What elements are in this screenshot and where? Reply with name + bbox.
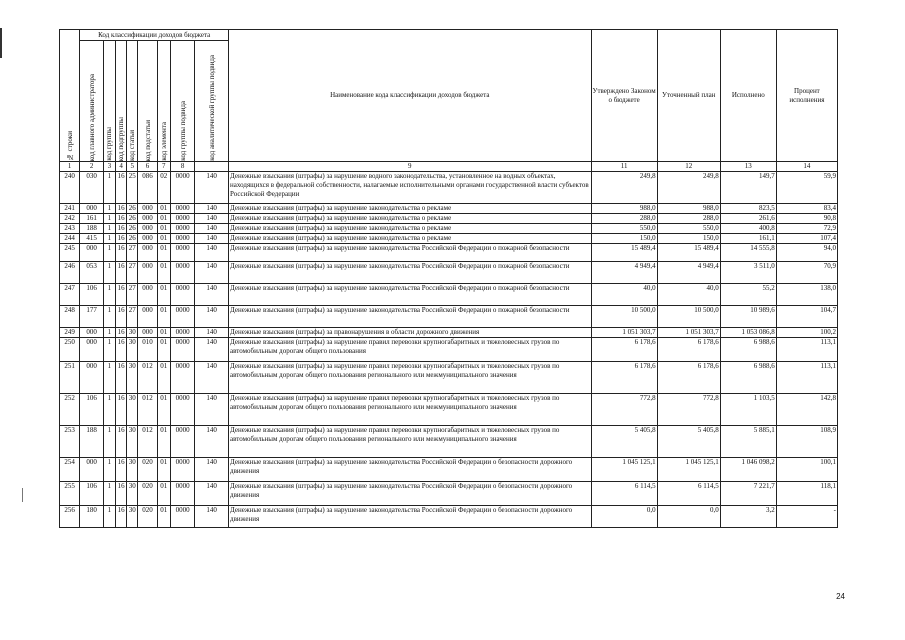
cell-subtype-code: 0000 bbox=[170, 426, 194, 458]
cell-approved: 288,0 bbox=[591, 214, 657, 224]
cell-subarticle-code: 086 bbox=[138, 172, 157, 204]
cell-article-code: 27 bbox=[127, 284, 138, 306]
cell-executed: 3 511,0 bbox=[720, 262, 776, 284]
table-row bbox=[60, 458, 838, 482]
row-number: 248 bbox=[60, 306, 80, 328]
cell-analytic-code: 140 bbox=[195, 262, 229, 284]
cell-group-code: 1 bbox=[103, 306, 115, 328]
cell-subgroup-code: 16 bbox=[115, 362, 126, 394]
cell-percent: 70,9 bbox=[776, 262, 837, 284]
cell-approved: 0,0 bbox=[591, 506, 657, 528]
cell-admin-code: 106 bbox=[80, 284, 103, 306]
cell-analytic-code: 140 bbox=[195, 244, 229, 262]
cell-subtype-code: 0000 bbox=[170, 234, 194, 244]
margin-mark bbox=[0, 28, 2, 58]
cell-percent: - bbox=[776, 506, 837, 528]
cell-group-code: 1 bbox=[103, 458, 115, 482]
cell-element-code: 01 bbox=[157, 234, 170, 244]
row-number: 240 bbox=[60, 172, 80, 204]
cell-subgroup-code: 16 bbox=[115, 458, 126, 482]
cell-admin-code: 000 bbox=[80, 362, 103, 394]
cell-percent: 118,1 bbox=[776, 482, 837, 506]
cell-name: Денежные взыскания (штрафы) за нарушение законодательства Российской Федерации о пожарной безопасности bbox=[229, 244, 591, 262]
cell-subtype-code: 0000 bbox=[170, 394, 194, 426]
row-number: 244 bbox=[60, 234, 80, 244]
cell-subarticle-code: 000 bbox=[138, 204, 157, 214]
cell-admin-code: 000 bbox=[80, 338, 103, 362]
cell-analytic-code: 140 bbox=[195, 224, 229, 234]
cell-subgroup-code: 16 bbox=[115, 224, 126, 234]
cell-admin-code: 180 bbox=[80, 506, 103, 528]
cell-name: Денежные взыскания (штрафы) за нарушение законодательства о рекламе bbox=[229, 214, 591, 224]
header-name: Наименование кода классификации доходов бюджета bbox=[229, 30, 591, 162]
column-number: 11 bbox=[591, 162, 657, 172]
cell-percent: 107,4 bbox=[776, 234, 837, 244]
cell-element-code: 01 bbox=[157, 328, 170, 338]
cell-admin-code: 188 bbox=[80, 426, 103, 458]
cell-element-code: 02 bbox=[157, 172, 170, 204]
page-number: 24 bbox=[836, 592, 845, 601]
header-classification-group: Код классификации доходов бюджета bbox=[80, 30, 229, 41]
cell-subgroup-code: 16 bbox=[115, 482, 126, 506]
column-number: 9 bbox=[229, 162, 591, 172]
cell-analytic-code: 140 bbox=[195, 172, 229, 204]
cell-group-code: 1 bbox=[103, 426, 115, 458]
header-row-no: № строки bbox=[60, 30, 80, 162]
cell-subgroup-code: 16 bbox=[115, 506, 126, 528]
header-article: код статьи bbox=[127, 41, 138, 162]
cell-subarticle-code: 020 bbox=[138, 458, 157, 482]
cell-name: Денежные взыскания (штрафы) за нарушение законодательства Российской Федерации о пожарной безопасности bbox=[229, 262, 591, 284]
cell-percent: 138,0 bbox=[776, 284, 837, 306]
cell-name: Денежные взыскания (штрафы) за нарушение законодательства Российской Федерации о пожарной безопасности bbox=[229, 284, 591, 306]
column-number: 8 bbox=[170, 162, 194, 172]
cell-approved: 988,0 bbox=[591, 204, 657, 214]
cell-admin-code: 000 bbox=[80, 458, 103, 482]
cell-admin-code: 000 bbox=[80, 204, 103, 214]
cell-subtype-code: 0000 bbox=[170, 506, 194, 528]
table-row bbox=[60, 244, 838, 262]
table-row bbox=[60, 214, 838, 224]
table-row bbox=[60, 506, 838, 528]
cell-executed: 161,1 bbox=[720, 234, 776, 244]
table-row bbox=[60, 234, 838, 244]
cell-subtype-code: 0000 bbox=[170, 362, 194, 394]
table-row bbox=[60, 362, 838, 394]
cell-subarticle-code: 000 bbox=[138, 244, 157, 262]
cell-admin-code: 000 bbox=[80, 328, 103, 338]
cell-name: Денежные взыскания (штрафы) за нарушение законодательства Российской Федерации о безопасности дорожного движения bbox=[229, 458, 591, 482]
cell-executed: 10 989,6 bbox=[720, 306, 776, 328]
cell-executed: 7 221,7 bbox=[720, 482, 776, 506]
cell-group-code: 1 bbox=[103, 328, 115, 338]
cell-percent: 94,0 bbox=[776, 244, 837, 262]
cell-name: Денежные взыскания (штрафы) за нарушение законодательства Российской Федерации о безопасности дорожного движения bbox=[229, 482, 591, 506]
cell-subtype-code: 0000 bbox=[170, 328, 194, 338]
cell-executed: 1 103,5 bbox=[720, 394, 776, 426]
row-number: 255 bbox=[60, 482, 80, 506]
cell-analytic-code: 140 bbox=[195, 362, 229, 394]
table-body bbox=[60, 172, 838, 528]
cell-name: Денежные взыскания (штрафы) за правонарушения в области дорожного движения bbox=[229, 328, 591, 338]
cell-approved: 1 051 303,7 bbox=[591, 328, 657, 338]
cell-approved: 4 949,4 bbox=[591, 262, 657, 284]
header-analytic-group: код аналитической группы подвида bbox=[195, 41, 229, 162]
cell-refined: 6 178,6 bbox=[657, 338, 720, 362]
cell-name: Денежные взыскания (штрафы) за нарушение правил перевозки крупногабаритных и тяжеловесных грузов по автомобильным дорогам общего пользования регионального или межмуниципального значения bbox=[229, 426, 591, 458]
cell-article-code: 27 bbox=[127, 262, 138, 284]
cell-percent: 108,9 bbox=[776, 426, 837, 458]
cell-subgroup-code: 16 bbox=[115, 328, 126, 338]
cell-group-code: 1 bbox=[103, 172, 115, 204]
cell-group-code: 1 bbox=[103, 482, 115, 506]
cell-refined: 0,0 bbox=[657, 506, 720, 528]
column-number: 12 bbox=[657, 162, 720, 172]
cell-admin-code: 106 bbox=[80, 394, 103, 426]
cell-article-code: 30 bbox=[127, 394, 138, 426]
cell-executed: 6 988,6 bbox=[720, 338, 776, 362]
cell-element-code: 01 bbox=[157, 506, 170, 528]
cell-refined: 40,0 bbox=[657, 284, 720, 306]
cell-element-code: 01 bbox=[157, 482, 170, 506]
cell-subtype-code: 0000 bbox=[170, 458, 194, 482]
cell-admin-code: 106 bbox=[80, 482, 103, 506]
cell-subgroup-code: 16 bbox=[115, 284, 126, 306]
cell-analytic-code: 140 bbox=[195, 328, 229, 338]
row-number: 243 bbox=[60, 224, 80, 234]
header-approved: Утверждено Законом о бюджете bbox=[591, 30, 657, 162]
cell-approved: 6 178,6 bbox=[591, 338, 657, 362]
cell-refined: 10 500,0 bbox=[657, 306, 720, 328]
column-number: 4 bbox=[115, 162, 126, 172]
cell-admin-code: 053 bbox=[80, 262, 103, 284]
cell-subtype-code: 0000 bbox=[170, 284, 194, 306]
cell-percent: 90,8 bbox=[776, 214, 837, 224]
row-number: 252 bbox=[60, 394, 80, 426]
cell-analytic-code: 140 bbox=[195, 506, 229, 528]
cell-group-code: 1 bbox=[103, 204, 115, 214]
cell-analytic-code: 140 bbox=[195, 394, 229, 426]
cell-group-code: 1 bbox=[103, 244, 115, 262]
cell-element-code: 01 bbox=[157, 306, 170, 328]
header-subtype-group: код группы подвида bbox=[170, 41, 194, 162]
cell-article-code: 26 bbox=[127, 214, 138, 224]
cell-subtype-code: 0000 bbox=[170, 172, 194, 204]
cell-subtype-code: 0000 bbox=[170, 224, 194, 234]
cell-subtype-code: 0000 bbox=[170, 244, 194, 262]
cell-subarticle-code: 000 bbox=[138, 328, 157, 338]
cell-approved: 249,8 bbox=[591, 172, 657, 204]
cell-article-code: 27 bbox=[127, 244, 138, 262]
cell-approved: 150,0 bbox=[591, 234, 657, 244]
column-number bbox=[195, 162, 229, 172]
cell-article-code: 26 bbox=[127, 234, 138, 244]
cell-subgroup-code: 16 bbox=[115, 426, 126, 458]
cell-subtype-code: 0000 bbox=[170, 306, 194, 328]
cell-article-code: 30 bbox=[127, 458, 138, 482]
cell-subarticle-code: 012 bbox=[138, 426, 157, 458]
cell-executed: 1 046 098,2 bbox=[720, 458, 776, 482]
row-number: 247 bbox=[60, 284, 80, 306]
table-row bbox=[60, 262, 838, 284]
cell-name: Денежные взыскания (штрафы) за нарушение водного законодательства, установленное на водных объектах, находящихся в федеральной собственности, налагаемые исполнительными органами государственной власти субъектов Российской Федерации bbox=[229, 172, 591, 204]
header-subarticle: код подстатьи bbox=[138, 41, 157, 162]
cell-refined: 249,8 bbox=[657, 172, 720, 204]
row-number: 256 bbox=[60, 506, 80, 528]
cell-executed: 3,2 bbox=[720, 506, 776, 528]
cell-subgroup-code: 16 bbox=[115, 338, 126, 362]
cell-element-code: 01 bbox=[157, 458, 170, 482]
cell-refined: 550,0 bbox=[657, 224, 720, 234]
row-number: 245 bbox=[60, 244, 80, 262]
cell-element-code: 01 bbox=[157, 394, 170, 426]
table-row bbox=[60, 284, 838, 306]
cell-subarticle-code: 012 bbox=[138, 362, 157, 394]
cell-executed: 149,7 bbox=[720, 172, 776, 204]
cell-group-code: 1 bbox=[103, 262, 115, 284]
cell-percent: 59,9 bbox=[776, 172, 837, 204]
cell-element-code: 01 bbox=[157, 426, 170, 458]
cell-executed: 6 988,6 bbox=[720, 362, 776, 394]
header-element: код элемента bbox=[157, 41, 170, 162]
cell-approved: 550,0 bbox=[591, 224, 657, 234]
table-row bbox=[60, 394, 838, 426]
cell-admin-code: 000 bbox=[80, 244, 103, 262]
cell-subarticle-code: 000 bbox=[138, 214, 157, 224]
column-number-row bbox=[60, 162, 838, 172]
cell-analytic-code: 140 bbox=[195, 214, 229, 224]
cell-analytic-code: 140 bbox=[195, 204, 229, 214]
cell-subtype-code: 0000 bbox=[170, 204, 194, 214]
cell-element-code: 01 bbox=[157, 204, 170, 214]
table-row bbox=[60, 328, 838, 338]
header-group: код группы bbox=[103, 41, 115, 162]
cell-executed: 261,6 bbox=[720, 214, 776, 224]
column-number: 6 bbox=[138, 162, 157, 172]
cell-subtype-code: 0000 bbox=[170, 338, 194, 362]
cell-group-code: 1 bbox=[103, 338, 115, 362]
cell-analytic-code: 140 bbox=[195, 234, 229, 244]
margin-mark bbox=[22, 488, 23, 502]
row-number: 241 bbox=[60, 204, 80, 214]
cell-element-code: 01 bbox=[157, 262, 170, 284]
cell-group-code: 1 bbox=[103, 284, 115, 306]
cell-approved: 1 045 125,1 bbox=[591, 458, 657, 482]
cell-subtype-code: 0000 bbox=[170, 482, 194, 506]
cell-element-code: 01 bbox=[157, 284, 170, 306]
cell-approved: 10 500,0 bbox=[591, 306, 657, 328]
column-number: 3 bbox=[103, 162, 115, 172]
cell-analytic-code: 140 bbox=[195, 338, 229, 362]
table-row bbox=[60, 482, 838, 506]
cell-subarticle-code: 000 bbox=[138, 224, 157, 234]
cell-group-code: 1 bbox=[103, 214, 115, 224]
column-number: 2 bbox=[80, 162, 103, 172]
table-row bbox=[60, 338, 838, 362]
cell-refined: 150,0 bbox=[657, 234, 720, 244]
cell-group-code: 1 bbox=[103, 234, 115, 244]
cell-subarticle-code: 020 bbox=[138, 482, 157, 506]
cell-element-code: 01 bbox=[157, 214, 170, 224]
cell-article-code: 27 bbox=[127, 306, 138, 328]
column-number: 1 bbox=[60, 162, 80, 172]
cell-percent: 100,2 bbox=[776, 328, 837, 338]
cell-refined: 1 051 303,7 bbox=[657, 328, 720, 338]
cell-analytic-code: 140 bbox=[195, 458, 229, 482]
cell-analytic-code: 140 bbox=[195, 482, 229, 506]
cell-executed: 823,5 bbox=[720, 204, 776, 214]
cell-article-code: 30 bbox=[127, 426, 138, 458]
cell-subarticle-code: 012 bbox=[138, 394, 157, 426]
cell-group-code: 1 bbox=[103, 224, 115, 234]
cell-executed: 55,2 bbox=[720, 284, 776, 306]
cell-element-code: 01 bbox=[157, 338, 170, 362]
cell-group-code: 1 bbox=[103, 506, 115, 528]
cell-subgroup-code: 16 bbox=[115, 214, 126, 224]
cell-subarticle-code: 000 bbox=[138, 284, 157, 306]
cell-article-code: 30 bbox=[127, 506, 138, 528]
cell-subarticle-code: 010 bbox=[138, 338, 157, 362]
cell-analytic-code: 140 bbox=[195, 284, 229, 306]
cell-percent: 100,1 bbox=[776, 458, 837, 482]
cell-admin-code: 415 bbox=[80, 234, 103, 244]
cell-name: Денежные взыскания (штрафы) за нарушение законодательства о рекламе bbox=[229, 234, 591, 244]
cell-subgroup-code: 16 bbox=[115, 262, 126, 284]
cell-name: Денежные взыскания (штрафы) за нарушение законодательства о рекламе bbox=[229, 204, 591, 214]
cell-refined: 15 489,4 bbox=[657, 244, 720, 262]
header-admin: код главного администратора bbox=[80, 41, 103, 162]
cell-subgroup-code: 16 bbox=[115, 204, 126, 214]
row-number: 249 bbox=[60, 328, 80, 338]
cell-subgroup-code: 16 bbox=[115, 244, 126, 262]
cell-subtype-code: 0000 bbox=[170, 214, 194, 224]
cell-subgroup-code: 16 bbox=[115, 394, 126, 426]
table-row bbox=[60, 172, 838, 204]
cell-approved: 772,8 bbox=[591, 394, 657, 426]
row-number: 254 bbox=[60, 458, 80, 482]
cell-approved: 6 178,6 bbox=[591, 362, 657, 394]
cell-article-code: 30 bbox=[127, 338, 138, 362]
cell-name: Денежные взыскания (штрафы) за нарушение правил перевозки крупногабаритных и тяжеловесных грузов по автомобильным дорогам общего пользования bbox=[229, 338, 591, 362]
cell-refined: 288,0 bbox=[657, 214, 720, 224]
cell-refined: 4 949,4 bbox=[657, 262, 720, 284]
cell-name: Денежные взыскания (штрафы) за нарушение правил перевозки крупногабаритных и тяжеловесных грузов по автомобильным дорогам общего пользования регионального или межмуниципального значения bbox=[229, 362, 591, 394]
cell-admin-code: 188 bbox=[80, 224, 103, 234]
cell-executed: 400,8 bbox=[720, 224, 776, 234]
row-number: 251 bbox=[60, 362, 80, 394]
header-executed: Исполнено bbox=[720, 30, 776, 162]
cell-percent: 113,1 bbox=[776, 338, 837, 362]
cell-subgroup-code: 16 bbox=[115, 172, 126, 204]
cell-subgroup-code: 16 bbox=[115, 306, 126, 328]
cell-article-code: 30 bbox=[127, 482, 138, 506]
cell-subgroup-code: 16 bbox=[115, 234, 126, 244]
table-row bbox=[60, 204, 838, 214]
cell-refined: 1 045 125,1 bbox=[657, 458, 720, 482]
cell-percent: 83,4 bbox=[776, 204, 837, 214]
cell-percent: 113,1 bbox=[776, 362, 837, 394]
cell-article-code: 30 bbox=[127, 328, 138, 338]
cell-refined: 988,0 bbox=[657, 204, 720, 214]
table-row bbox=[60, 224, 838, 234]
cell-percent: 104,7 bbox=[776, 306, 837, 328]
cell-element-code: 01 bbox=[157, 224, 170, 234]
cell-refined: 5 405,8 bbox=[657, 426, 720, 458]
revenue-table bbox=[59, 29, 838, 528]
column-number: 14 bbox=[776, 162, 837, 172]
cell-refined: 6 178,6 bbox=[657, 362, 720, 394]
cell-refined: 772,8 bbox=[657, 394, 720, 426]
cell-executed: 14 555,8 bbox=[720, 244, 776, 262]
cell-executed: 1 053 086,8 bbox=[720, 328, 776, 338]
cell-approved: 6 114,5 bbox=[591, 482, 657, 506]
cell-name: Денежные взыскания (штрафы) за нарушение правил перевозки крупногабаритных и тяжеловесных грузов по автомобильным дорогам общего пользования регионального или межмуниципального значения bbox=[229, 394, 591, 426]
cell-article-code: 25 bbox=[127, 172, 138, 204]
table-row bbox=[60, 426, 838, 458]
cell-element-code: 01 bbox=[157, 362, 170, 394]
column-number: 5 bbox=[127, 162, 138, 172]
cell-analytic-code: 140 bbox=[195, 426, 229, 458]
cell-subtype-code: 0000 bbox=[170, 262, 194, 284]
cell-subarticle-code: 000 bbox=[138, 234, 157, 244]
header-subgroup: код подгруппы bbox=[115, 41, 126, 162]
cell-article-code: 26 bbox=[127, 204, 138, 214]
cell-subarticle-code: 020 bbox=[138, 506, 157, 528]
row-number: 250 bbox=[60, 338, 80, 362]
table-row bbox=[60, 306, 838, 328]
cell-article-code: 30 bbox=[127, 362, 138, 394]
cell-admin-code: 161 bbox=[80, 214, 103, 224]
cell-admin-code: 030 bbox=[80, 172, 103, 204]
row-number: 246 bbox=[60, 262, 80, 284]
cell-group-code: 1 bbox=[103, 362, 115, 394]
cell-refined: 6 114,5 bbox=[657, 482, 720, 506]
cell-name: Денежные взыскания (штрафы) за нарушение законодательства Российской Федерации о пожарной безопасности bbox=[229, 306, 591, 328]
cell-approved: 5 405,8 bbox=[591, 426, 657, 458]
cell-percent: 72,9 bbox=[776, 224, 837, 234]
cell-name: Денежные взыскания (штрафы) за нарушение законодательства Российской Федерации о безопасности дорожного движения bbox=[229, 506, 591, 528]
cell-subarticle-code: 000 bbox=[138, 262, 157, 284]
column-number: 13 bbox=[720, 162, 776, 172]
header-refined: Уточненный план bbox=[657, 30, 720, 162]
cell-admin-code: 177 bbox=[80, 306, 103, 328]
cell-percent: 142,8 bbox=[776, 394, 837, 426]
header-percent: Процент исполнения bbox=[776, 30, 837, 162]
cell-approved: 15 489,4 bbox=[591, 244, 657, 262]
cell-subarticle-code: 000 bbox=[138, 306, 157, 328]
cell-article-code: 26 bbox=[127, 224, 138, 234]
cell-analytic-code: 140 bbox=[195, 306, 229, 328]
column-number: 7 bbox=[157, 162, 170, 172]
cell-group-code: 1 bbox=[103, 394, 115, 426]
row-number: 242 bbox=[60, 214, 80, 224]
cell-element-code: 01 bbox=[157, 244, 170, 262]
cell-approved: 40,0 bbox=[591, 284, 657, 306]
cell-executed: 5 885,1 bbox=[720, 426, 776, 458]
cell-name: Денежные взыскания (штрафы) за нарушение законодательства о рекламе bbox=[229, 224, 591, 234]
row-number: 253 bbox=[60, 426, 80, 458]
